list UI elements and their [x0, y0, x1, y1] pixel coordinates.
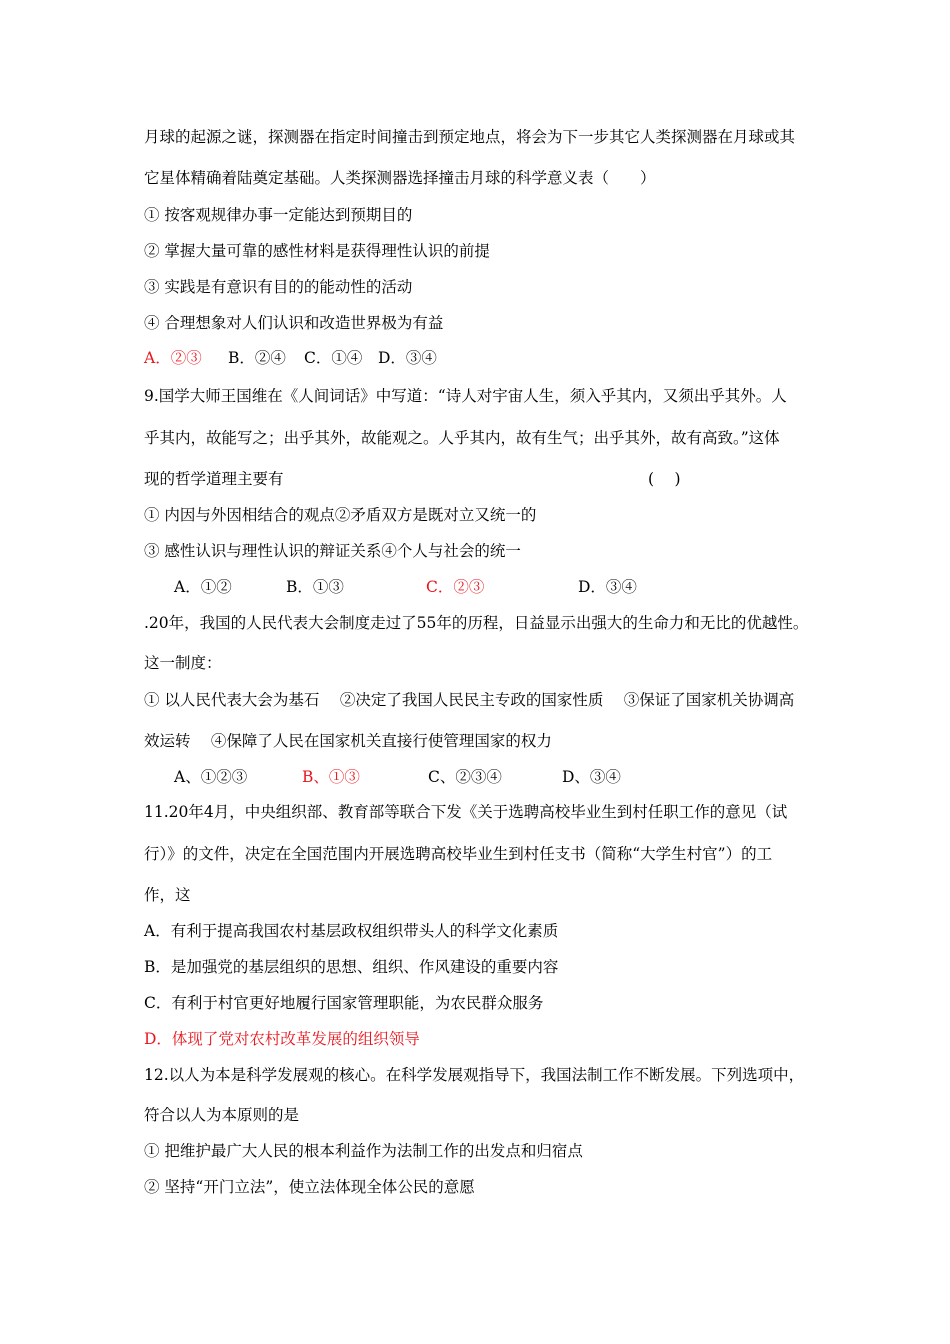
question-10-statement-line-2: 效运转 ④保障了人民在国家机关直接行使管理国家的权力: [144, 732, 552, 750]
question-9-text-line-2: 乎其内，故能写之；出乎其外，故能观之。人乎其内，故有生气；出乎其外，故有高致。”这体: [144, 429, 780, 447]
question-8-option-b: B．②④: [228, 349, 286, 367]
question-11-text-line-3: 作，这: [144, 886, 191, 904]
question-10-option-d: D、③④: [562, 768, 621, 786]
question-10-statement-line-1: ① 以人民代表大会为基石 ②决定了我国人民民主专政的国家性质 ③保证了国家机关协调高: [144, 691, 795, 709]
question-9-statement-2: ③ 感性认识与理性认识的辩证关系④个人与社会的统一: [144, 542, 521, 560]
question-10-option-b-answer: B、①③: [302, 768, 360, 786]
question-8-option-a-answer: A．②③: [144, 349, 202, 367]
question-9-text-line-3-text: 现的哲学道理主要有: [144, 470, 284, 488]
question-9-option-d: D．③④: [578, 578, 637, 596]
question-9-option-b: B．①③: [286, 578, 344, 596]
question-12-statement-1: ① 把维护最广大人民的根本利益作为法制工作的出发点和归宿点: [144, 1142, 583, 1160]
question-9-statement-1: ① 内因与外因相结合的观点②矛盾双方是既对立又统一的: [144, 506, 537, 524]
question-9-text-line-1: 9.国学大师王国维在《人间词话》中写道：“诗人对宇宙人生，须入乎其内，又须出乎其外。人: [144, 387, 787, 405]
question-11-text-line-1: 11.20年4月，中央组织部、教育部等联合下发《关于选聘高校毕业生到村任职工作的意见（试: [144, 803, 788, 821]
question-11-option-b: B．是加强党的基层组织的思想、组织、作风建设的重要内容: [144, 958, 559, 976]
question-10-text-line-1: .20年，我国的人民代表大会制度走过了55年的历程，日益显示出强大的生命力和无比的优越性。: [144, 614, 809, 632]
question-8-text-line-1: 月球的起源之谜，探测器在指定时间撞击到预定地点，将会为下一步其它人类探测器在月球或其: [144, 128, 796, 146]
question-8-statement-2: ② 掌握大量可靠的感性材料是获得理性认识的前提: [144, 242, 490, 260]
question-11-text-line-2: 行）》的文件，决定在全国范围内开展选聘高校毕业生到村任支书（简称“大学生村官”）的工: [144, 845, 773, 863]
answer-paren: ( ): [648, 470, 681, 488]
question-8-option-d: D．③④: [378, 349, 437, 367]
question-9-text-line-3: [144, 468, 681, 490]
question-11-option-a: A．有利于提高我国农村基层政权组织带头人的科学文化素质: [144, 922, 559, 940]
question-11-option-c: C．有利于村官更好地履行国家管理职能，为农民群众服务: [144, 994, 544, 1012]
question-11-option-d-answer: D．体现了党对农村改革发展的组织领导: [144, 1030, 420, 1048]
question-10-option-a: A、①②③: [174, 768, 248, 786]
question-8-statement-1: ① 按客观规律办事一定能达到预期目的: [144, 206, 413, 224]
question-12-statement-2: ② 坚持“开门立法”，使立法体现全体公民的意愿: [144, 1178, 475, 1196]
question-9-option-a: A．①②: [174, 578, 232, 596]
question-9-option-c-answer: C．②③: [426, 578, 485, 596]
question-8-statement-3: ③ 实践是有意识有目的的能动性的活动: [144, 278, 413, 296]
question-8-text-line-2: 它星体精确着陆奠定基础。人类探测器选择撞击月球的科学意义表（ ）: [144, 169, 656, 187]
question-12-text-line-2: 符合以人为本原则的是: [144, 1106, 300, 1124]
question-12-text-line-1: 12.以人为本是科学发展观的核心。在科学发展观指导下，我国法制工作不断发展。下列选项中，: [144, 1066, 805, 1084]
question-8-option-c: C．①④: [304, 349, 363, 367]
question-10-text-line-2: 这一制度：: [144, 654, 222, 672]
question-10-option-c: C、②③④: [428, 768, 502, 786]
question-8-statement-4: ④ 合理想象对人们认识和改造世界极为有益: [144, 314, 444, 332]
